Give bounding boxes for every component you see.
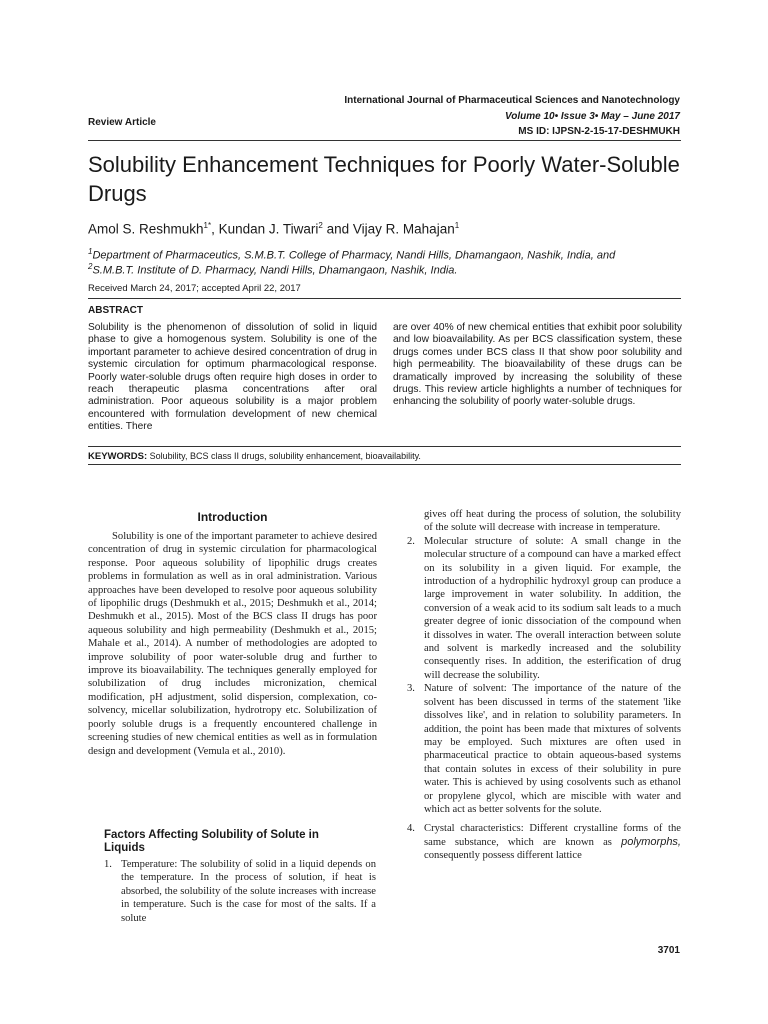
author-2-sup: 2 xyxy=(318,221,323,230)
item4-text-b: consequently possess different lattice xyxy=(424,850,582,862)
introduction-paragraph: Solubility is one of the important parameter to achieve desired concentration of drug in systemic circulation for pharmacological response. Poor aqueous solubility of lipophilic drugs creates problems in formulation as well as in oral administration. Various approaches have been developed to resolve poor aqueous solubility of lipophilic drugs (Deshmukh et al., 2015; Deshmukh et al., 2014; Deshmukh et al., 2015). Most of the BCS class II drugs has poor aqueous solubility and high permeability (Deshmukh et al., 2015; Mahale et al., 2014). A number of methodologies are adopted to improve solubility of poor water-soluble drug and further to improve its bioavailability. The techniques generally employed for solubilization of drug includes micronization, chemical modification, pH adjustment, solid dispersion, complexation, co-solvency, micellar solubilization, hydrotropy etc. Solubilization of poorly soluble drugs is a frequently encountered challenge in screening studies of new chemical entities as well as in formulation design and development (Vemula et al., 2010). xyxy=(88,531,377,757)
received-dates: Received March 24, 2017; accepted April 22, 2017 xyxy=(88,283,301,294)
journal-name: International Journal of Pharmaceutical Sciences and Nanotechnology xyxy=(344,95,680,106)
volume-issue: Volume 10• Issue 3• May – June 2017 xyxy=(504,111,680,122)
affiliation-2-text: S.M.B.T. Institute of D. Pharmacy, Nandi Hills, Dhamangaon, Nashik, India. xyxy=(92,264,458,277)
article-type: Review Article xyxy=(88,117,156,128)
list-item-text: Nature of solvent: The importance of the nature of the solvent has been discussed in terms of the statement 'like dissolves like', and in relation to solubility parameters. In addition, the point has been made that mixtures of solvents may be employed. Such mixtures are often used in pharmaceutical practice to obtain aqueous-based systems that contain solutes in excess of their solubility in pure water. This is achieved by using cosolvents such as ethanol or propylene glycol, which are miscible with water and which act as better solvents for the solute. xyxy=(424,683,681,815)
keywords-top-divider xyxy=(88,446,681,447)
list-item xyxy=(407,535,681,682)
author-1: Amol S. Reshmukh xyxy=(88,221,204,237)
manuscript-id: MS ID: IJPSN-2-15-17-DESHMUKH xyxy=(518,126,680,137)
abstract-column-2: are over 40% of new chemical entities that exhibit poor solubility and low bioavailability. As per BCS classification system, these drugs comes under BCS class II that show poor solubility and high permeability. The bioavailability of these drugs can be dramatically improved by increasing the solubility of these drugs. This review article highlights a number of techniques for enhancing the solubility of poorly water-soluble drugs. xyxy=(393,322,682,408)
abstract-top-divider xyxy=(88,298,681,299)
factors-list-left xyxy=(104,858,376,925)
author-3: and Vijay R. Mahajan xyxy=(322,221,455,237)
list-item-continuation: gives off heat during the process of solution, the solubility of the solute will decrease with increase in temperature. xyxy=(424,509,681,534)
introduction-heading: Introduction xyxy=(197,510,268,524)
paper-title: Solubility Enhancement Techniques for Poorly Water-Soluble Drugs xyxy=(88,152,680,206)
header-divider xyxy=(88,140,681,141)
affiliation-1-text: Department of Pharmaceutics, S.M.B.T. College of Pharmacy, Nandi Hills, Dhamangaon, Nashik, India, and xyxy=(92,249,616,262)
keywords-label: KEYWORDS: xyxy=(88,451,148,462)
keywords xyxy=(88,451,421,462)
affiliation-2 xyxy=(88,262,688,277)
page-number: 3701 xyxy=(657,945,680,956)
list-item-text: Molecular structure of solute: A small change in the molecular structure of a compound can have a marked effect on its solubility in a given liquid. For example, the introduction of a hydrophilic hydroxyl group can produce a large improvement in water solubility. In addition, the conversion of a weak acid to its sodium salt leads to a much greater degree of ionic dissociation of the compound when it dissolves in water. The overall interaction between solute and solvent is markedly increased and the solubility consequently rises. In addition, the esterification of drug will decrease the solubility. xyxy=(424,535,681,681)
list-item xyxy=(104,858,376,925)
abstract-heading: ABSTRACT xyxy=(88,305,143,316)
affiliation-2-sup: 2 xyxy=(88,262,93,271)
keywords-bottom-divider xyxy=(88,464,681,465)
list-item-number: 2. xyxy=(407,535,415,547)
list-item xyxy=(407,822,681,862)
affiliation-1 xyxy=(88,247,688,262)
list-item-number: 1. xyxy=(104,859,112,870)
list-item xyxy=(407,682,681,816)
factors-heading: Factors Affecting Solubility of Solute in Liquids xyxy=(104,829,319,854)
affiliation-1-sup: 1 xyxy=(88,247,93,256)
author-1-sup: 1* xyxy=(203,221,212,230)
list-item-text xyxy=(424,822,681,862)
factors-list-right xyxy=(407,508,681,863)
author-list xyxy=(88,221,459,237)
keywords-text: Solubility, BCS class II drugs, solubility enhancement, bioavailability. xyxy=(147,451,421,461)
abstract-column-1: Solubility is the phenomenon of dissolution of solid in liquid phase to give a homogenous system. Solubility is one of the important parameter to achieve desired concentration of drug in systemic circulation for optimum pharmacological response. Poorly water-soluble drugs often require high doses in order to reach therapeutic plasma concentrations after oral administration. Poor aqueous solubility is a major problem encountered with formulation development of new chemical entities. There xyxy=(88,322,377,433)
author-2: , Kundan J. Tiwari xyxy=(211,221,319,237)
item4-text-a: Crystal characteristics: Different crystalline forms of the same substance, which are known as xyxy=(424,823,681,848)
item4-italic-term: polymorphs, xyxy=(621,835,681,848)
author-3-sup: 1 xyxy=(454,221,460,230)
list-item-number: 4. xyxy=(407,823,415,835)
list-item-number: 3. xyxy=(407,683,415,695)
list-item-text: Temperature: The solubility of solid in a liquid depends on the temperature. In the process of solution, if heat is absorbed, the solubility of the solute increases with increase in temperature. Such is the case for most of the salts. If a solute xyxy=(121,859,376,924)
